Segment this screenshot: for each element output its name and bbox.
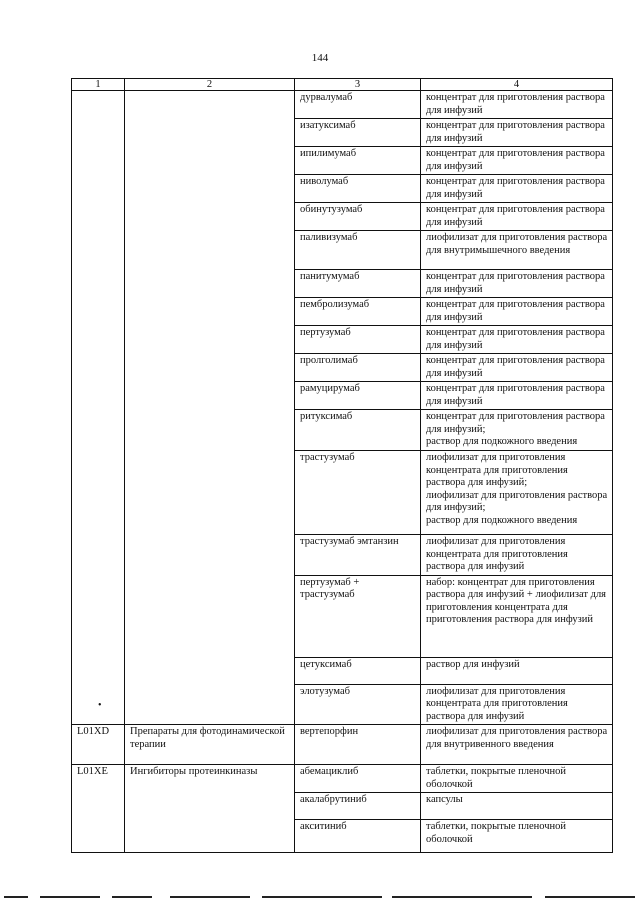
dosage-form-cell: лиофилизат для приготовления концентрата для приготовления раствора для инфузий; лиофилизат для приготовления раствора для инфузий; раствор для подкожного введения — [421, 451, 613, 535]
dosage-form-cell: лиофилизат для приготовления раствора для внутримышечного введения — [421, 231, 613, 270]
drug-name-cell: пембролизумаб — [295, 298, 421, 326]
drug-name-cell: обинутузумаб — [295, 203, 421, 231]
drug-name-cell: ритуксимаб — [295, 410, 421, 451]
column-header-4: 4 — [421, 79, 613, 91]
drug-name-cell: вертепорфин — [295, 725, 421, 765]
dosage-form-cell: концентрат для приготовления раствора для инфузий — [421, 119, 613, 147]
group-cell: Препараты для фотодинамической терапии — [125, 725, 295, 765]
drug-name-cell: пролголимаб — [295, 354, 421, 382]
dosage-form-cell: таблетки, покрытые пленочной оболочкой — [421, 820, 613, 853]
drug-name-cell: ниволумаб — [295, 175, 421, 203]
atc-code-cell — [72, 91, 125, 725]
dosage-form-cell: концентрат для приготовления раствора для инфузий; раствор для подкожного введения — [421, 410, 613, 451]
column-header-2: 2 — [125, 79, 295, 91]
drug-name-cell: ипилимумаб — [295, 147, 421, 175]
dosage-form-cell: набор: концентрат для приготовления раствора для инфузий + лиофилизат для приготовления концентрата для приготовления раствора для инфузий — [421, 575, 613, 657]
drug-name-cell: трастузумаб эмтанзин — [295, 535, 421, 576]
dosage-form-cell: концентрат для приготовления раствора для инфузий — [421, 175, 613, 203]
group-cell: Ингибиторы протеинкиназы — [125, 765, 295, 853]
atc-code-cell: L01XE — [72, 765, 125, 853]
dosage-form-cell: концентрат для приготовления раствора для инфузий — [421, 147, 613, 175]
dosage-form-cell: концентрат для приготовления раствора для инфузий — [421, 270, 613, 298]
group-cell — [125, 91, 295, 725]
drug-name-cell: трастузумаб — [295, 451, 421, 535]
drug-table — [71, 78, 613, 853]
scan-speck: • — [98, 700, 102, 711]
dosage-form-cell: таблетки, покрытые пленочной оболочкой — [421, 765, 613, 793]
dosage-form-cell: концентрат для приготовления раствора для инфузий — [421, 354, 613, 382]
drug-name-cell: акситиниб — [295, 820, 421, 853]
drug-name-cell: паливизумаб — [295, 231, 421, 270]
dosage-form-cell: капсулы — [421, 793, 613, 820]
drug-name-cell: дурвалумаб — [295, 91, 421, 119]
dosage-form-cell: концентрат для приготовления раствора для инфузий — [421, 91, 613, 119]
dosage-form-cell: лиофилизат для приготовления раствора для внутривенного введения — [421, 725, 613, 765]
dosage-form-cell: лиофилизат для приготовления концентрата для приготовления раствора для инфузий — [421, 535, 613, 576]
drug-name-cell: рамуцирумаб — [295, 382, 421, 410]
drug-name-cell: пертузумаб + трастузумаб — [295, 575, 421, 657]
dosage-form-cell: концентрат для приготовления раствора для инфузий — [421, 298, 613, 326]
column-header-3: 3 — [295, 79, 421, 91]
atc-code-cell: L01XD — [72, 725, 125, 765]
drug-name-cell: абемациклиб — [295, 765, 421, 793]
drug-name-cell: изатуксимаб — [295, 119, 421, 147]
scan-bottom-edge — [0, 892, 640, 905]
drug-name-cell: элотузумаб — [295, 684, 421, 725]
page-number: 144 — [311, 52, 329, 64]
column-header-1: 1 — [72, 79, 125, 91]
drug-name-cell: пертузумаб — [295, 326, 421, 354]
dosage-form-cell: раствор для инфузий — [421, 657, 613, 684]
drug-name-cell: акалабрутиниб — [295, 793, 421, 820]
drug-name-cell: панитумумаб — [295, 270, 421, 298]
dosage-form-cell: концентрат для приготовления раствора для инфузий — [421, 203, 613, 231]
table-header-row — [72, 79, 613, 91]
dosage-form-cell: лиофилизат для приготовления концентрата для приготовления раствора для инфузий — [421, 684, 613, 725]
table-row — [72, 91, 613, 119]
table-row — [72, 765, 613, 793]
dosage-form-cell: концентрат для приготовления раствора для инфузий — [421, 326, 613, 354]
dosage-form-cell: концентрат для приготовления раствора для инфузий — [421, 382, 613, 410]
table-row — [72, 725, 613, 765]
drug-name-cell: цетуксимаб — [295, 657, 421, 684]
